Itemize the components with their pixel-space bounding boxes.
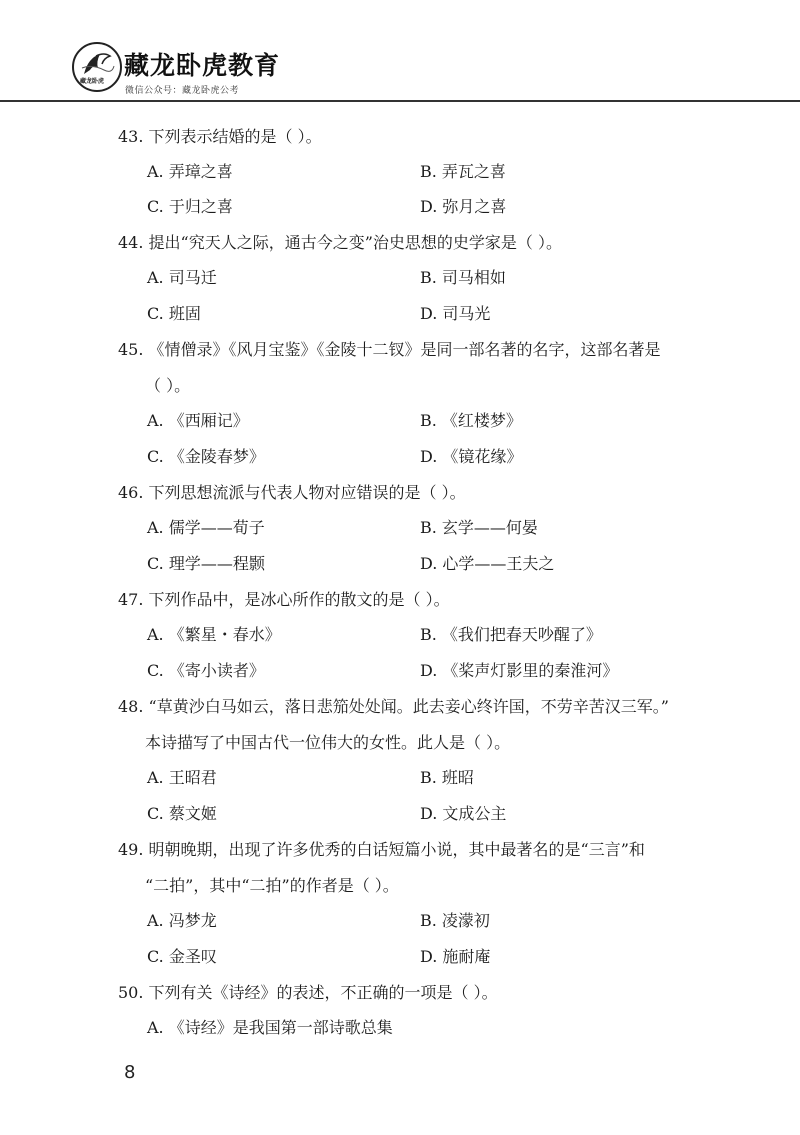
option-d: D. 司马光 (420, 304, 491, 323)
question-number: 48. (118, 697, 144, 716)
question-46 (118, 483, 466, 503)
option-c: C. 金圣叹 (147, 947, 217, 966)
option-d: D. 施耐庵 (420, 947, 491, 966)
question-text: 提出“究天人之际，通古今之变”治史思想的史学家是（ ）。 (148, 233, 562, 252)
question-text-continued: “二拍”，其中“二拍”的作者是（ ）。 (145, 876, 399, 895)
question-text: 下列有关《诗经》的表述，不正确的一项是（ ）。 (148, 983, 498, 1002)
question-text: 下列作品中，是冰心所作的散文的是（ ）。 (148, 590, 450, 609)
question-text: 下列表示结婚的是（ ）。 (148, 127, 322, 146)
option-b: B. 司马相如 (420, 268, 506, 287)
question-text: 下列思想流派与代表人物对应错误的是（ ）。 (148, 483, 466, 502)
question-text: “草黄沙白马如云，落日悲笳处处闻。此去妾心终许国，不劳辛苦汉三军。” (148, 697, 669, 716)
question-text: 《情僧录》《风月宝鉴》《金陵十二钗》是同一部名著的名字，这部名著是 (148, 340, 661, 359)
question-text-continued: 本诗描写了中国古代一位伟大的女性。此人是（ ）。 (145, 733, 511, 752)
question-number: 49. (118, 840, 144, 859)
option-c: C. 蔡文姬 (147, 804, 217, 823)
brand-subtitle: 微信公众号：藏龙卧虎公考 (125, 86, 240, 96)
option-d: D. 《桨声灯影里的秦淮河》 (420, 661, 619, 680)
option-c: C. 班固 (147, 304, 201, 323)
question-number: 46. (118, 483, 144, 502)
option-b: B. 《红楼梦》 (420, 411, 522, 430)
question-50 (118, 983, 498, 1003)
question-47 (118, 590, 450, 610)
question-number: 45. (118, 340, 144, 359)
option-a: A. 《诗经》是我国第一部诗歌总集 (147, 1018, 393, 1037)
question-49 (118, 840, 645, 860)
question-number: 44. (118, 233, 144, 252)
option-a: A. 《西厢记》 (147, 411, 249, 430)
question-number: 50. (118, 983, 144, 1002)
option-a: A. 《繁星・春水》 (147, 625, 281, 644)
question-text-continued: （ ）。 (145, 376, 191, 395)
option-c: C. 《寄小读者》 (147, 661, 265, 680)
option-d: D. 弥月之喜 (420, 197, 507, 216)
option-a: A. 冯梦龙 (147, 911, 217, 930)
question-44 (118, 233, 562, 253)
option-d: D. 《镜花缘》 (420, 447, 523, 466)
option-b: B. 玄学——何晏 (420, 518, 538, 537)
option-c: C. 理学——程颢 (147, 554, 265, 573)
question-48 (118, 697, 669, 717)
header-divider (0, 100, 800, 102)
logo-text: 藏龙卧虎 (80, 78, 105, 85)
option-d: D. 文成公主 (420, 804, 507, 823)
option-c: C. 于归之喜 (147, 197, 233, 216)
question-43 (118, 127, 322, 147)
option-b: B. 班昭 (420, 768, 474, 787)
option-a: A. 儒学——荀子 (147, 518, 265, 537)
option-a: A. 王昭君 (147, 768, 217, 787)
brand-name: 藏龙卧虎教育 (124, 51, 281, 80)
option-b: B. 《我们把春天吵醒了》 (420, 625, 602, 644)
option-c: C. 《金陵春梦》 (147, 447, 265, 466)
question-text: 明朝晚期，出现了许多优秀的白话短篇小说，其中最著名的是“三言”和 (148, 840, 645, 859)
question-number: 43. (118, 127, 144, 146)
option-a: A. 司马迁 (147, 268, 217, 287)
option-a: A. 弄璋之喜 (147, 162, 233, 181)
page-number: 8 (124, 1062, 136, 1083)
option-b: B. 弄瓦之喜 (420, 162, 506, 181)
question-45 (118, 340, 661, 360)
question-number: 47. (118, 590, 144, 609)
page-header (0, 0, 800, 108)
logo (72, 42, 122, 92)
option-b: B. 凌濛初 (420, 911, 490, 930)
option-d: D. 心学——王夫之 (420, 554, 555, 573)
